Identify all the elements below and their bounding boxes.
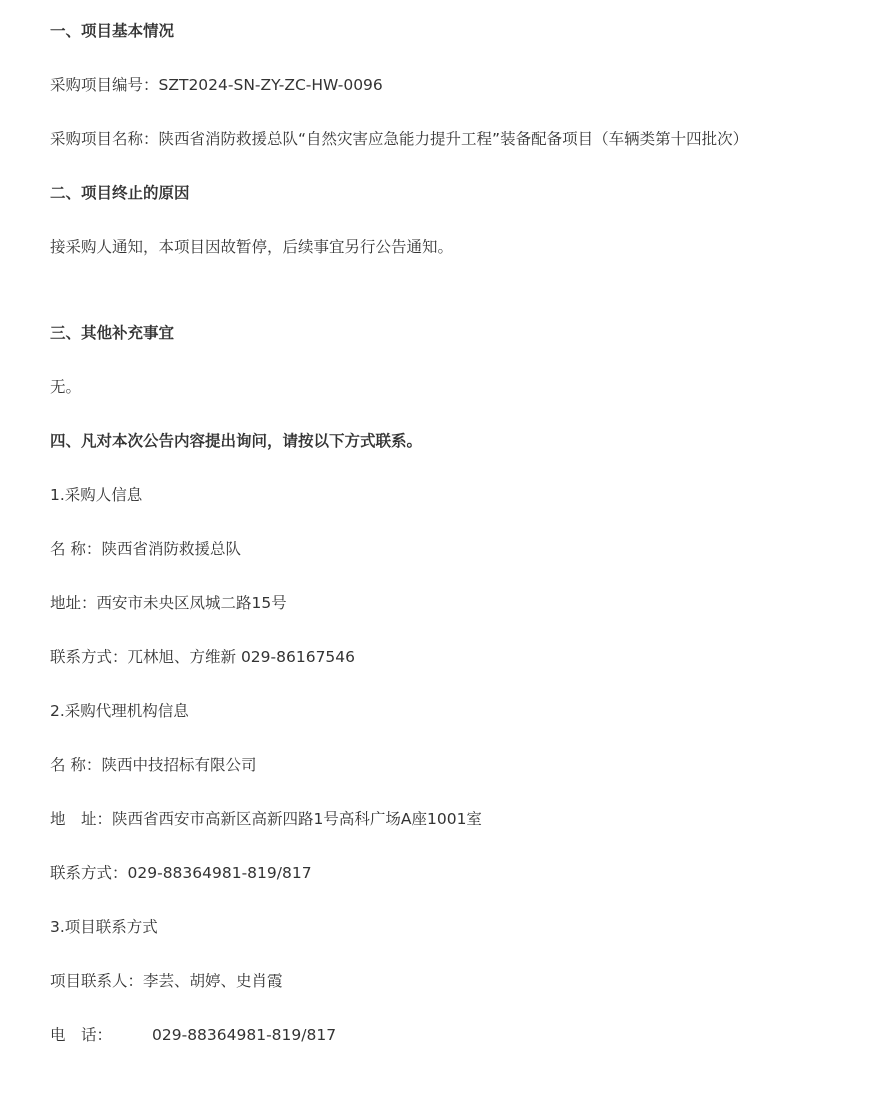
agency-address-value: 陕西省西安市高新区高新四路1号高科广场A座1001室 <box>112 810 482 828</box>
section4-heading: 四、凡对本次公告内容提出询问，请按以下方式联系。 <box>50 432 423 450</box>
agency-name-row <box>50 754 256 776</box>
agency-contact-value: 029-88364981-819/817 <box>127 864 312 882</box>
project-number-value: SZT2024-SN-ZY-ZC-HW-0096 <box>158 76 383 94</box>
agency-address-label: 地 址： <box>50 810 113 828</box>
agency-name-value: 陕西中技招标有限公司 <box>101 756 257 774</box>
project-name-label: 采购项目名称： <box>50 130 159 148</box>
project-number-label: 采购项目编号： <box>50 76 159 94</box>
purchaser-name-value: 陕西省消防救援总队 <box>101 540 241 558</box>
section2-heading: 二、项目终止的原因 <box>50 184 190 202</box>
agency-name-label: 名 称： <box>50 756 102 774</box>
purchaser-contact-value: 兀林旭、方维新 029-86167546 <box>127 648 356 666</box>
section3-heading: 三、其他补充事宜 <box>50 324 175 342</box>
purchaser-address-label: 地址： <box>50 594 97 612</box>
project-phone-value: 029-88364981-819/817 <box>152 1026 337 1044</box>
termination-reason: 接采购人通知，本项目因故暂停，后续事宜另行公告通知。 <box>50 238 454 256</box>
project-contact-person-value: 李芸、胡婷、史肖霞 <box>143 972 283 990</box>
purchaser-info-title: 1.采购人信息 <box>50 486 143 504</box>
purchaser-address-row <box>50 592 287 614</box>
agency-address-row <box>50 808 482 830</box>
purchaser-name-row <box>50 538 241 560</box>
purchaser-contact-row <box>50 646 355 668</box>
agency-info-title: 2.采购代理机构信息 <box>50 702 189 720</box>
supplementary-content: 无。 <box>50 378 82 396</box>
agency-contact-row <box>50 862 312 884</box>
project-contact-person-label: 项目联系人： <box>50 972 144 990</box>
purchaser-name-label: 名 称： <box>50 540 102 558</box>
project-phone-row <box>50 1024 336 1046</box>
agency-contact-label: 联系方式： <box>50 864 128 882</box>
section1-heading: 一、项目基本情况 <box>50 22 175 40</box>
project-contact-title: 3.项目联系方式 <box>50 918 158 936</box>
purchaser-contact-label: 联系方式： <box>50 648 128 666</box>
project-name-row <box>50 128 748 150</box>
project-contact-person-row <box>50 970 283 992</box>
project-number-row <box>50 74 383 96</box>
project-name-value: 陕西省消防救援总队“自然灾害应急能力提升工程”装备配备项目（车辆类第十四批次） <box>158 130 749 148</box>
project-phone-label: 电 话： <box>50 1026 113 1044</box>
purchaser-address-value: 西安市未央区凤城二路15号 <box>96 594 287 612</box>
